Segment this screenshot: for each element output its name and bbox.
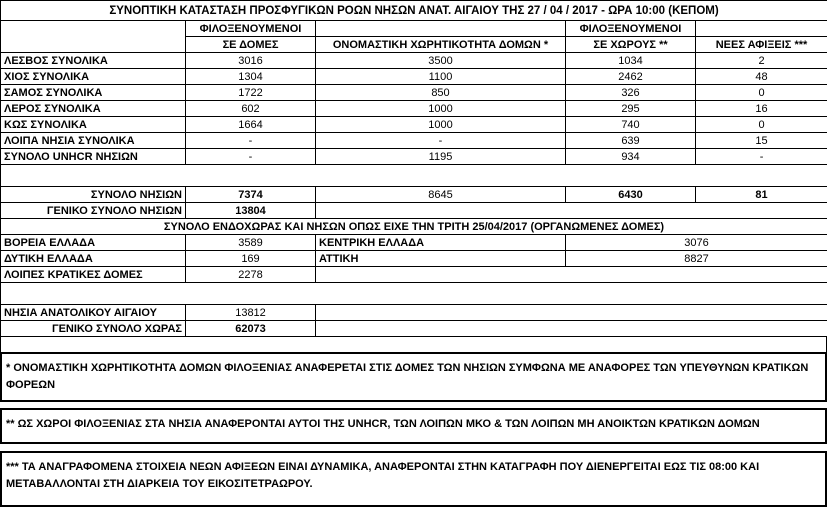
structures-value: 1722: [186, 85, 316, 101]
table-tail-spacer: [0, 337, 827, 352]
empty-header-cell: [696, 21, 827, 37]
arrivals-value: 48: [696, 69, 827, 85]
empty-cell: [316, 305, 827, 321]
grand-total-label: ΓΕΝΙΚΟ ΣΥΝΟΛΟ ΝΗΣΙΩΝ: [1, 203, 186, 219]
total-capacity: 8645: [316, 187, 566, 203]
island-row-kos: [1, 117, 827, 133]
total-arrivals: 81: [696, 187, 827, 203]
header-arrivals: ΝΕΕΣ ΑΦΙΞΕΙΣ ***: [696, 37, 827, 53]
spaces-value: 934: [566, 149, 696, 165]
footnote-spaces: ** ΩΣ ΧΩΡΟΙ ΦΙΛΟΞΕΝΙΑΣ ΣΤΑ ΝΗΣΙΑ ΑΝΑΦΕΡΟΝΤΑΙ ΑΥΤΟΙ ΤΗΣ UNHCR, ΤΩΝ ΛΟΙΠΩΝ ΜΚΟ & ΤΩΝ ΛΟΙΠΩΝ ΜΗ ΑΝΟΙΚΤΩΝ ΚΡΑΤΙΚΩΝ ΔΟΜΩΝ: [0, 408, 827, 444]
region-value: 3589: [186, 235, 316, 251]
footnote-arrivals: *** ΤΑ ΑΝΑΓΡΑΦΟΜΕΝΑ ΣΤΟΙΧΕΙΑ ΝΕΩΝ ΑΦΙΞΕΩΝ ΕΙΝΑΙ ΔΥΝΑΜΙΚΑ, ΑΝΑΦΕΡΟΝΤΑΙ ΣΤΗΝ ΚΑΤΑΓΡΑΦΗ ΠΟΥ ΔΙΕΝΕΡΓΕΙΤΑΙ ΕΩΣ ΤΙΣ 08:00 ΚΑΙ ΜΕΤΑΒΑΛΛΟΝΤΑΙ ΣΤΗ ΔΙΑΡΚΕΙΑ ΤΟΥ ΕΙΚΟΣΙΤΕΤΡΑΩΡΟΥ.: [0, 451, 827, 507]
islands-grand-total-row: [1, 203, 827, 219]
total-spaces: 6430: [566, 187, 696, 203]
island-row-leros: [1, 101, 827, 117]
spaces-value: 1034: [566, 53, 696, 69]
structures-value: 3016: [186, 53, 316, 69]
spacer-cell: [1, 283, 827, 305]
spaces-value: 326: [566, 85, 696, 101]
table-title-row: [1, 1, 827, 21]
island-row-samos: [1, 85, 827, 101]
island-label: ΣΥΝΟΛΟ UNHCR ΝΗΣΙΩΝ: [1, 149, 186, 165]
capacity-value: 3500: [316, 53, 566, 69]
capacity-value: 1000: [316, 101, 566, 117]
summary-country-label: ΓΕΝΙΚΟ ΣΥΝΟΛΟ ΧΩΡΑΣ: [1, 321, 186, 337]
summary-islands-value: 13812: [186, 305, 316, 321]
islands-total-row: [1, 187, 827, 203]
island-row-other: [1, 133, 827, 149]
capacity-value: 1100: [316, 69, 566, 85]
header-spaces: ΣΕ ΧΩΡΟΥΣ **: [566, 37, 696, 53]
region-value: 2278: [186, 267, 316, 283]
total-structures: 7374: [186, 187, 316, 203]
region-value: 169: [186, 251, 316, 267]
mainland-section-header-row: [1, 219, 827, 235]
arrivals-value: -: [696, 149, 827, 165]
spacer-cell: [1, 165, 827, 187]
mainland-row-west: [1, 251, 827, 267]
arrivals-value: 0: [696, 85, 827, 101]
island-label: ΣΑΜΟΣ ΣΥΝΟΛΙΚΑ: [1, 85, 186, 101]
spaces-value: 740: [566, 117, 696, 133]
island-label: ΧΙΟΣ ΣΥΝΟΛΙΚΑ: [1, 69, 186, 85]
region-label: ΒΟΡΕΙΑ ΕΛΛΑΔΑ: [1, 235, 186, 251]
empty-corner-cell: [1, 21, 186, 53]
header-guests-right: ΦΙΛΟΞΕΝΟΥΜΕΝΟΙ: [566, 21, 696, 37]
total-label: ΣΥΝΟΛΟ ΝΗΣΙΩΝ: [1, 187, 186, 203]
arrivals-value: 16: [696, 101, 827, 117]
mainland-row-north: [1, 235, 827, 251]
grand-total-structures: 13804: [186, 203, 316, 219]
island-label: ΛΟΙΠΑ ΝΗΣΙΑ ΣΥΝΟΛΙΚΑ: [1, 133, 186, 149]
arrivals-value: 0: [696, 117, 827, 133]
mainland-row-other-state: [1, 267, 827, 283]
footnote-capacity: * ΟΝΟΜΑΣΤΙΚΗ ΧΩΡΗΤΙΚΟΤΗΤΑ ΔΟΜΩΝ ΦΙΛΟΞΕΝΙΑΣ ΑΝΑΦΕΡΕΤΑΙ ΣΤΙΣ ΔΟΜΕΣ ΤΩΝ ΝΗΣΙΩΝ ΣΥΜΦΩΝΑ ΜΕ ΑΝΑΦΟΡΕΣ ΤΩΝ ΥΠΕΥΘΥΝΩΝ ΚΡΑΤΙΚΩΝ ΦΟΡΕΩΝ: [0, 352, 827, 402]
empty-cell: [316, 321, 827, 337]
island-row-unhcr: [1, 149, 827, 165]
empty-cell: [316, 267, 827, 283]
island-label: ΚΩΣ ΣΥΝΟΛΙΚΑ: [1, 117, 186, 133]
header-row-1: [1, 21, 827, 37]
mainland-section-title: ΣΥΝΟΛΟ ΕΝΔΟΧΩΡΑΣ ΚΑΙ ΝΗΣΩΝ ΟΠΩΣ ΕΙΧΕ ΤΗΝ ΤΡΙΤΗ 25/04/2017 (ΟΡΓΑΝΩΜΕΝΕΣ ΔΟΜΕΣ): [1, 219, 827, 235]
spaces-value: 2462: [566, 69, 696, 85]
capacity-value: 1000: [316, 117, 566, 133]
empty-header-cell: [316, 21, 566, 37]
structures-value: 1664: [186, 117, 316, 133]
region-label: ΔΥΤΙΚΗ ΕΛΛΑΔΑ: [1, 251, 186, 267]
arrivals-value: 15: [696, 133, 827, 149]
arrivals-value: 2: [696, 53, 827, 69]
summary-country-row: [1, 321, 827, 337]
spacer-row: [1, 283, 827, 305]
region-label: ΛΟΙΠΕΣ ΚΡΑΤΙΚΕΣ ΔΟΜΕΣ: [1, 267, 186, 283]
island-row-lesvos: [1, 53, 827, 69]
spaces-value: 639: [566, 133, 696, 149]
island-label: ΛΕΣΒΟΣ ΣΥΝΟΛΙΚΑ: [1, 53, 186, 69]
structures-value: -: [186, 133, 316, 149]
region-label-2: ΚΕΝΤΡΙΚΗ ΕΛΛΑΔΑ: [316, 235, 566, 251]
page-title: ΣΥΝΟΠΤΙΚΗ ΚΑΤΑΣΤΑΣΗ ΠΡΟΣΦΥΓΙΚΩΝ ΡΟΩΝ ΝΗΣΩΝ ΑΝΑΤ. ΑΙΓΑΙΟΥ ΤΗΣ 27 / 04 / 2017 - ΩΡΑ 10:00 (ΚΕΠΟΜ): [1, 1, 827, 21]
structures-value: 1304: [186, 69, 316, 85]
spacer-row: [1, 165, 827, 187]
summary-islands-label: ΝΗΣΙΑ ΑΝΑΤΟΛΙΚΟΥ ΑΙΓΑΙΟΥ: [1, 305, 186, 321]
island-row-chios: [1, 69, 827, 85]
summary-islands-row: [1, 305, 827, 321]
capacity-value: 1195: [316, 149, 566, 165]
capacity-value: -: [316, 133, 566, 149]
empty-cell: [316, 203, 827, 219]
region-value-2: 3076: [566, 235, 827, 251]
region-value-2: 8827: [566, 251, 827, 267]
header-capacity: ΟΝΟΜΑΣΤΙΚΗ ΧΩΡΗΤΙΚΟΤΗΤΑ ΔΟΜΩΝ *: [316, 37, 566, 53]
spaces-value: 295: [566, 101, 696, 117]
capacity-value: 850: [316, 85, 566, 101]
summary-country-value: 62073: [186, 321, 316, 337]
region-label-2: ΑΤΤΙΚΗ: [316, 251, 566, 267]
structures-value: -: [186, 149, 316, 165]
header-structures: ΣΕ ΔΟΜΕΣ: [186, 37, 316, 53]
island-label: ΛΕΡΟΣ ΣΥΝΟΛΙΚΑ: [1, 101, 186, 117]
structures-value: 602: [186, 101, 316, 117]
header-guests-left: ΦΙΛΟΞΕΝΟΥΜΕΝΟΙ: [186, 21, 316, 37]
